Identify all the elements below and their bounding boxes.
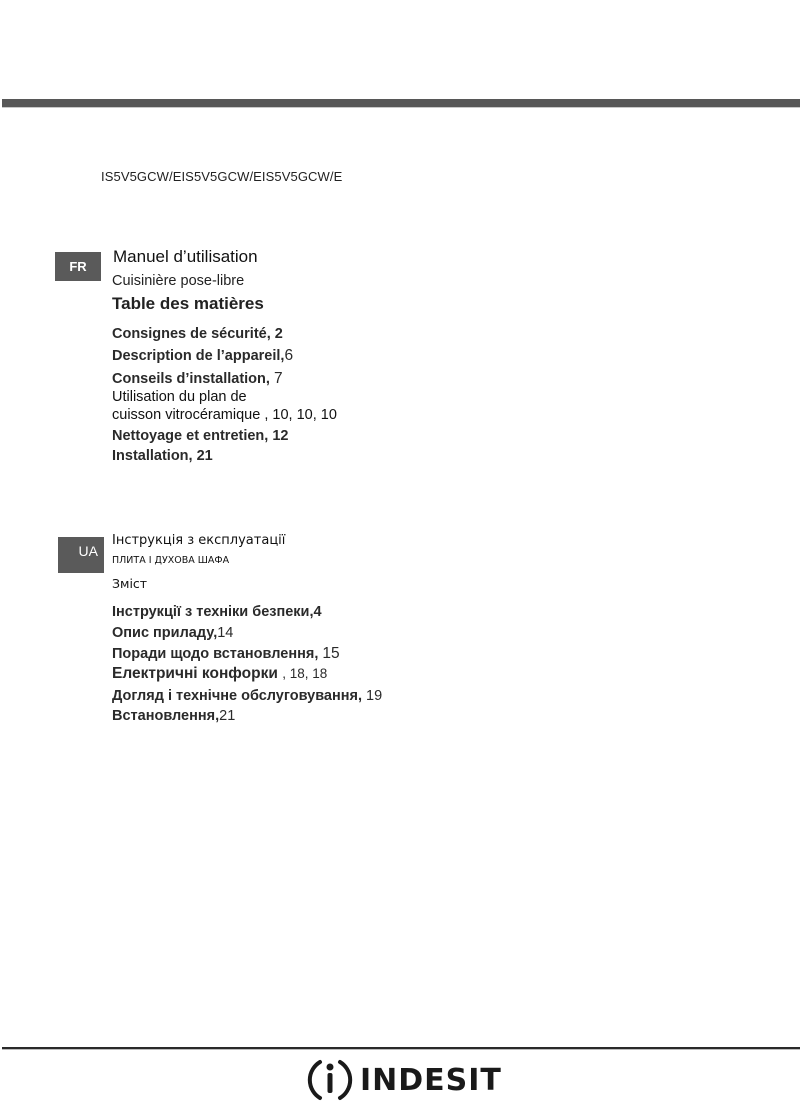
brand-logo bbox=[306, 1055, 502, 1105]
lang-badge-ua bbox=[58, 537, 104, 573]
toc-label: Поради щодо встановлення, bbox=[112, 646, 319, 662]
toc-entry[interactable] bbox=[112, 708, 235, 724]
toc-page: 21 bbox=[219, 708, 236, 724]
toc-label: Utilisation du plan de bbox=[112, 389, 247, 405]
lang-code: FR bbox=[69, 259, 87, 274]
manual-subtitle-fr: Cuisinière pose-libre bbox=[112, 273, 245, 289]
toc-entry[interactable] bbox=[112, 645, 340, 663]
toc-entry[interactable] bbox=[112, 448, 213, 464]
header-rule bbox=[2, 99, 800, 108]
toc-page: 4 bbox=[313, 604, 322, 620]
toc-entry[interactable] bbox=[112, 407, 337, 423]
toc-label: Installation, bbox=[112, 448, 193, 464]
toc-entry[interactable] bbox=[112, 428, 289, 444]
manual-subtitle-ua: ПЛИТА І ДУХОВА ШАФА bbox=[112, 555, 230, 566]
toc-label: Description de l’appareil, bbox=[112, 348, 285, 364]
indesit-i-logo-icon bbox=[306, 1056, 354, 1104]
toc-label: Встановлення, bbox=[112, 708, 220, 724]
toc-label: Consignes de sécurité, bbox=[112, 326, 271, 342]
toc-heading-ua: Зміст bbox=[112, 576, 148, 591]
toc-label: cuisson vitrocéramique bbox=[112, 407, 261, 423]
toc-page: 12 bbox=[272, 428, 289, 444]
toc-heading-fr: Table des matières bbox=[112, 294, 264, 313]
toc-page: 19 bbox=[366, 688, 383, 704]
manual-title-fr: Manuel d’utilisation bbox=[113, 247, 258, 266]
toc-label: Опис приладу, bbox=[112, 625, 218, 641]
toc-label: Nettoyage et entretien, bbox=[112, 428, 269, 444]
toc-label: Conseils d’installation, bbox=[112, 371, 270, 387]
brand-name: INDESIT bbox=[360, 1062, 502, 1098]
toc-entry[interactable] bbox=[112, 370, 283, 388]
toc-label: Догляд і технічне обслуговування, bbox=[112, 688, 362, 704]
toc-label: Інструкції з техніки безпеки, bbox=[112, 604, 314, 620]
toc-entry[interactable] bbox=[112, 625, 233, 641]
toc-entry[interactable] bbox=[112, 326, 283, 342]
toc-page: 21 bbox=[196, 448, 213, 464]
model-numbers: IS5V5GCW/EIS5V5GCW/EIS5V5GCW/E bbox=[101, 169, 343, 184]
lang-code: UA bbox=[78, 543, 98, 559]
toc-page: 15 bbox=[322, 645, 340, 662]
toc-entry[interactable] bbox=[112, 347, 293, 365]
footer-rule bbox=[2, 1047, 800, 1050]
toc-page: 7 bbox=[273, 370, 283, 387]
toc-page: , 10, 10, 10 bbox=[264, 407, 337, 423]
lang-badge-fr bbox=[55, 252, 101, 281]
toc-page: 2 bbox=[274, 326, 283, 342]
toc-label: Електричні конфорки bbox=[112, 665, 278, 682]
toc-entry[interactable] bbox=[112, 389, 247, 405]
toc-entry[interactable] bbox=[112, 604, 322, 620]
toc-entry[interactable] bbox=[112, 688, 382, 704]
toc-page: 6 bbox=[284, 347, 294, 364]
toc-page: , 18, 18 bbox=[282, 666, 328, 681]
toc-page: 14 bbox=[217, 625, 234, 641]
toc-entry[interactable] bbox=[112, 665, 327, 683]
manual-title-ua: Інструкція з експлуатації bbox=[112, 533, 286, 548]
